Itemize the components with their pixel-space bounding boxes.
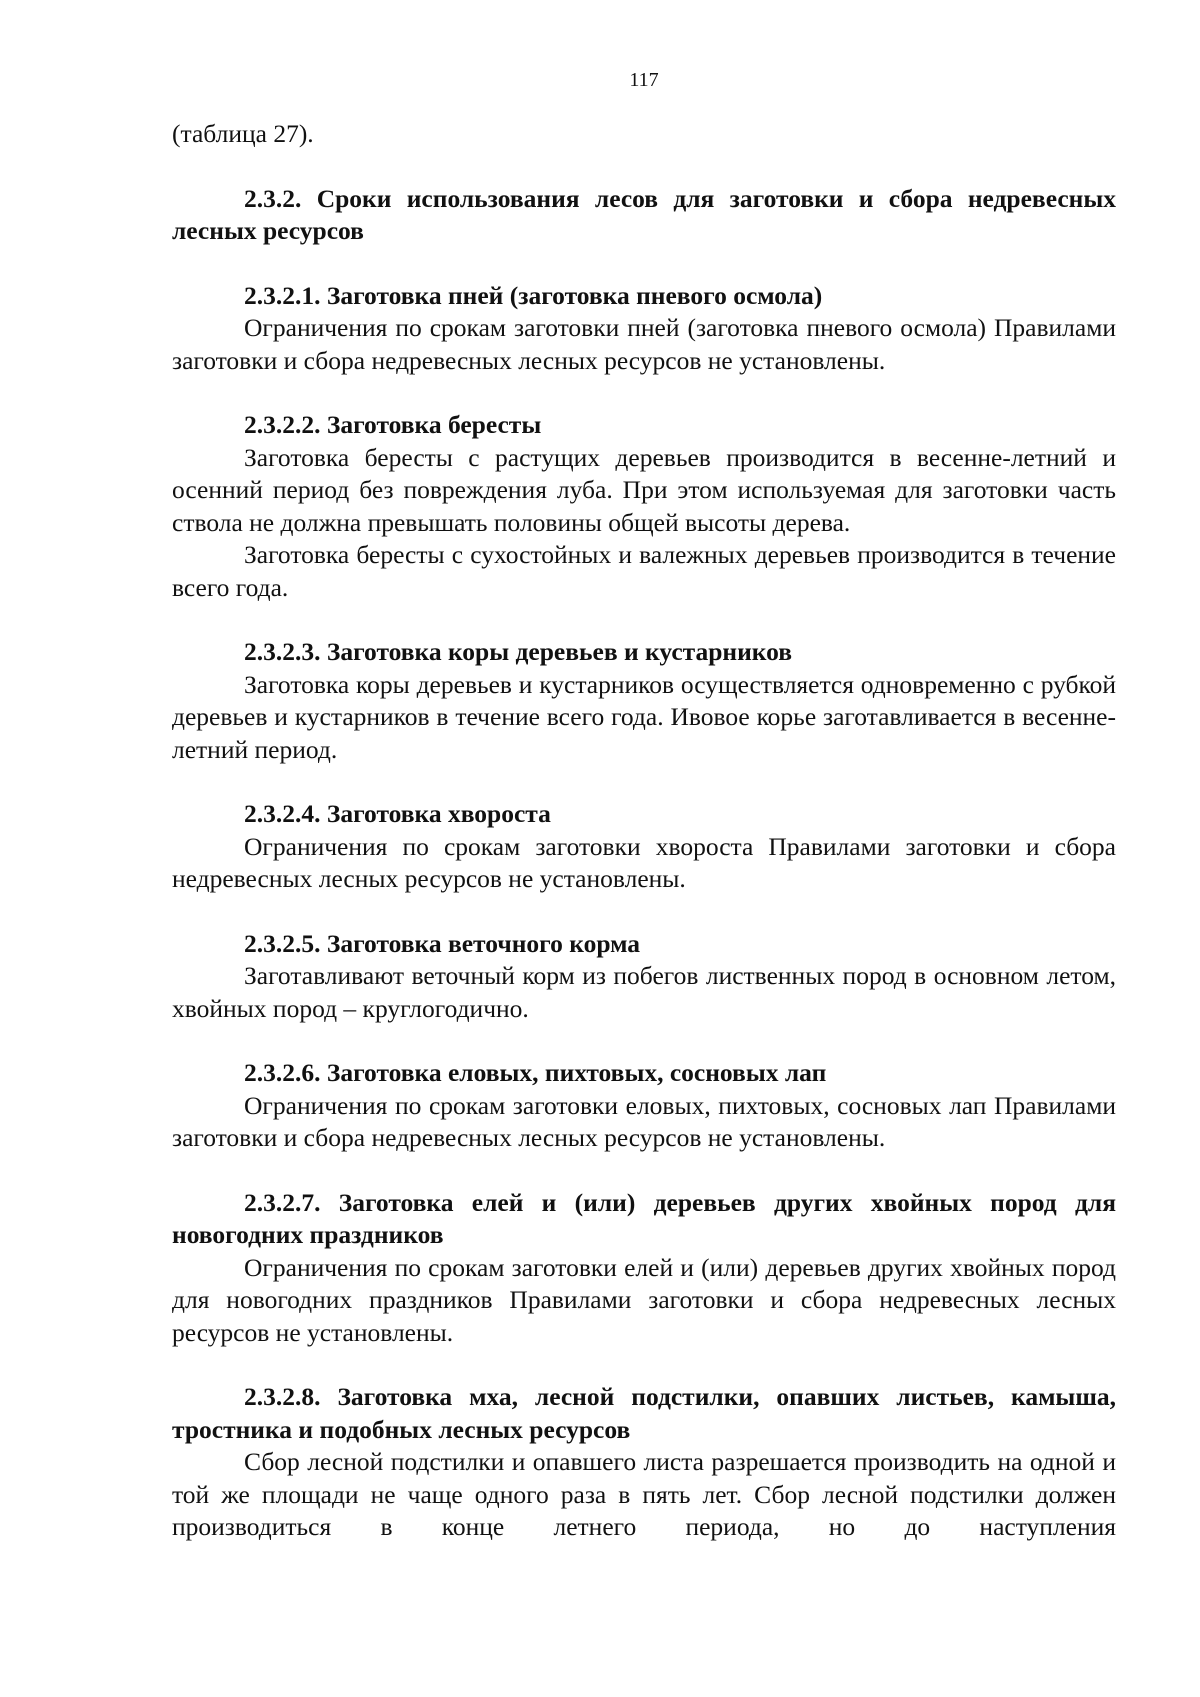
paragraph-3-1: Заготовка коры деревьев и кустарников осуществляется одновременно с рубкой деревьев и кустарников в течение всего года. Ивовое корье заготавливается в весенне-летний период.: [172, 669, 1116, 764]
subsection-title-1: 2.3.2.1. Заготовка пней (заготовка пневого осмола): [244, 280, 823, 310]
paragraph-4-1: Ограничения по срокам заготовки хвороста Правилами заготовки и сбора недревесных лесных ресурсов не установлены.: [172, 831, 1116, 893]
paragraph-2-1: Заготовка бересты с растущих деревьев производится в весенне-летний и осенний период без повреждения луба. При этом используемая для заготовки часть ствола не должна превышать половины общей высоты дерева.: [172, 442, 1116, 537]
paragraph-7-1: Ограничения по срокам заготовки елей и (или) деревьев других хвойных пород для новогодних праздников Правилами заготовки и сбора недревесных лесных ресурсов не установлены.: [172, 1252, 1116, 1347]
subsection-title-7: 2.3.2.7. Заготовка елей и (или) деревьев других хвойных пород для новогодних праздников: [172, 1187, 1116, 1249]
subsection-title-5: 2.3.2.5. Заготовка веточного корма: [244, 928, 641, 958]
document-content: [172, 118, 1116, 1544]
section-title: 2.3.2. Сроки использования лесов для заготовки и сбора недревесных лесных ресурсов: [172, 183, 1116, 245]
paragraph-8-1: Сбор лесной подстилки и опавшего листа разрешается производить на одной и той же площади не чаще одного раза в пять лет. Сбор лесной подстилки должен производиться в конце летнего периода, но до наступления: [172, 1447, 1116, 1541]
subsection-title-6: 2.3.2.6. Заготовка еловых, пихтовых, сосновых лап: [244, 1058, 827, 1087]
subsection-title-4: 2.3.2.4. Заготовка хвороста: [244, 799, 551, 828]
subsection-title-8: 2.3.2.8. Заготовка мха, лесной подстилки, опавших листьев, камыша, тростника и подобных лесных ресурсов: [172, 1382, 1116, 1444]
subsection-title-3: 2.3.2.3. Заготовка коры деревьев и кустарников: [244, 637, 793, 666]
paragraph-2-2: Заготовка бересты с сухостойных и валежных деревьев производится в течение всего года.: [172, 540, 1116, 602]
paragraph-6-1: Ограничения по срокам заготовки еловых, пихтовых, сосновых лап Правилами заготовки и сбора недревесных лесных ресурсов не установлены.: [172, 1090, 1116, 1152]
intro-line: (таблица 27).: [172, 119, 314, 148]
subsection-title-2: 2.3.2.2. Заготовка бересты: [244, 410, 542, 439]
paragraph-1-1: Ограничения по срокам заготовки пней (заготовка пневого осмола) Правилами заготовки и сбора недревесных лесных ресурсов не установлены.: [172, 313, 1116, 375]
page-number: 117: [629, 69, 659, 91]
paragraph-5-1: Заготавливают веточный корм из побегов лиственных пород в основном летом, хвойных пород – круглогодично.: [172, 961, 1116, 1023]
